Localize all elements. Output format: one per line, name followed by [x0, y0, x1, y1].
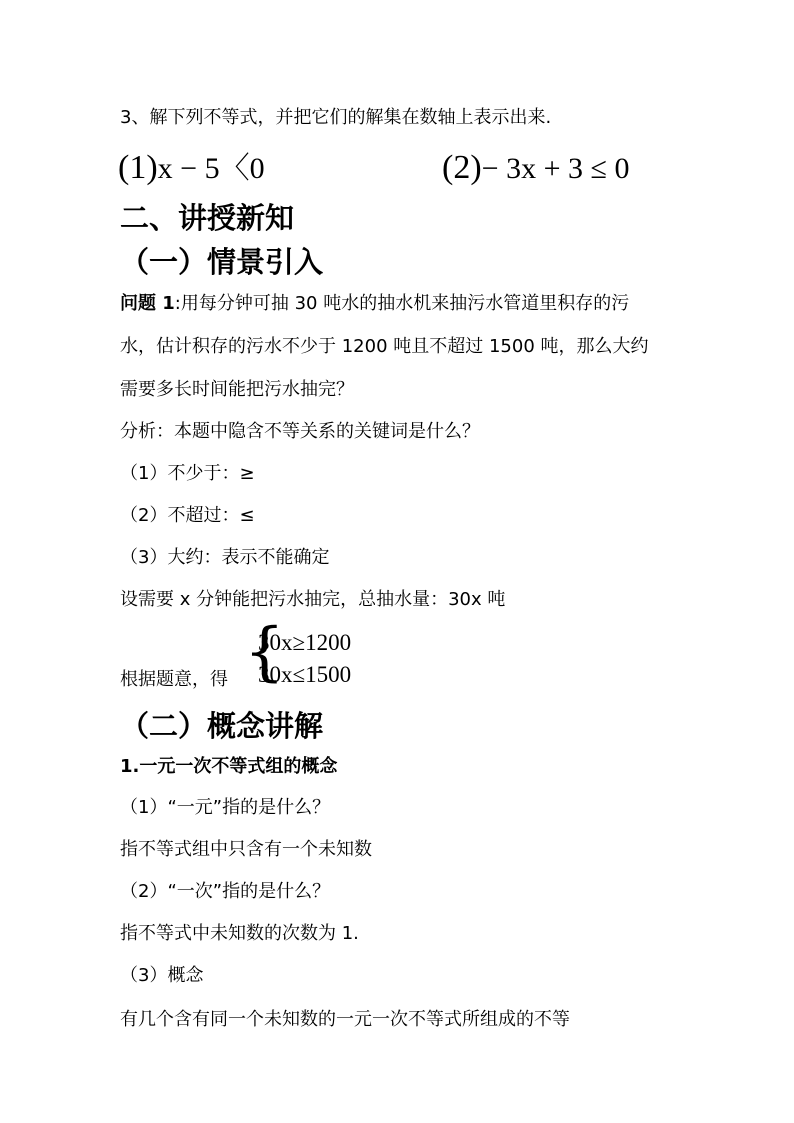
- analysis-text: 分析：本题中隐含不等关系的关键词是什么？: [120, 421, 480, 442]
- system-inequality-2: 30x≤1500: [258, 662, 352, 687]
- inequality-2: [442, 150, 629, 187]
- answer-yiyuan: 指不等式组中只含有一个未知数: [120, 839, 372, 860]
- problem-1-line-1: [120, 292, 629, 316]
- concept-label: （3）概念: [120, 965, 204, 986]
- answer-yici: 指不等式中未知数的次数为 1.: [120, 923, 359, 944]
- inequality-2-number: (2): [442, 149, 482, 186]
- problem-1-line-3: 需要多长时间能把污水抽完？: [120, 379, 354, 400]
- subsection-2-title: （二）概念讲解: [120, 709, 324, 743]
- keyword-3: （3）大约：表示不能确定: [120, 547, 330, 568]
- keyword-1: （1）不少于：≥: [120, 463, 255, 484]
- subsection-1-title: （一）情景引入: [120, 245, 324, 279]
- inequality-2-expression: − 3x + 3 ≤ 0: [481, 152, 630, 185]
- problem-1-label: 问题 1: [120, 293, 175, 314]
- section-title: 二、讲授新知: [120, 201, 295, 235]
- problem-1-line-2: 水，估计积存的污水不少于 1200 吨且不超过 1500 吨，那么大约: [120, 336, 649, 357]
- problem-1-text-1: :用每分钟可抽 30 吨水的抽水机来抽污水管道里积存的污: [174, 293, 630, 314]
- exercise-3-prompt: 3、解下列不等式，并把它们的解集在数轴上表示出来.: [120, 107, 552, 128]
- system-brace: {: [244, 615, 285, 689]
- inequality-1-number: (1): [118, 149, 158, 186]
- inequality-1: [118, 150, 265, 187]
- question-yiyuan: （1）“一元”指的是什么？: [120, 797, 331, 818]
- system-lead-text: 根据题意，得: [120, 669, 228, 690]
- keyword-2: （2）不超过：≤: [120, 505, 255, 526]
- setup-text: 设需要 x 分钟能把污水抽完，总抽水量：30x 吨: [120, 589, 506, 610]
- concept-heading: 1.一元一次不等式组的概念: [120, 756, 338, 777]
- question-yici: （2）“一次”指的是什么？: [120, 881, 331, 902]
- inequality-1-expression: x − 5〈0: [157, 152, 265, 185]
- concept-text: 有几个含有同一个未知数的一元一次不等式所组成的不等: [120, 1009, 570, 1030]
- system-inequality-1: 30x≥1200: [258, 630, 352, 655]
